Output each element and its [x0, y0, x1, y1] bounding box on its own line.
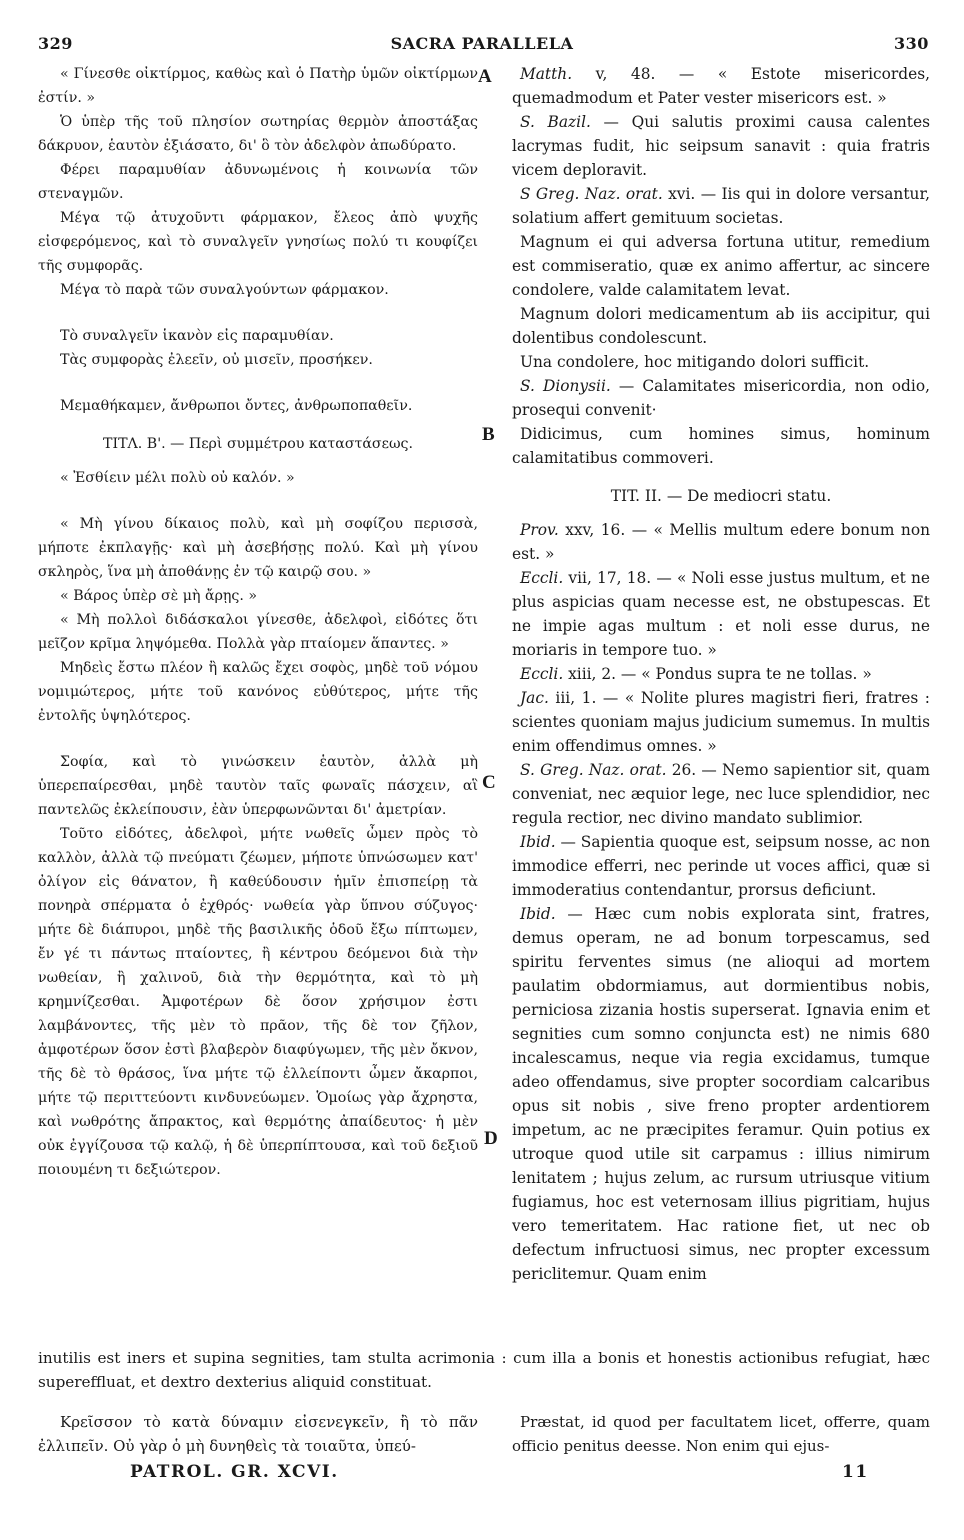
latin-paragraph [512, 830, 930, 902]
citation-source: Prov. [520, 521, 559, 539]
greek-paragraph: Μέγα τὸ παρὰ τῶν συναλγούντων φάρμακον. [60, 282, 389, 298]
page-number-left: 329 [38, 34, 73, 53]
citation-source: Ibid. [520, 833, 556, 851]
margin-marker-c: C [482, 772, 496, 793]
latin-paragraph: Didicimus, cum homines simus, hominum calamitatibus commoveri. [512, 425, 930, 467]
greek-paragraph: Μεμαθήκαμεν, ἄνθρωποι ὄντες, ἀνθρωποπαθεῖν. [60, 398, 413, 414]
citation-text: iii, 1. — « Nolite plures magistri fieri, fratres : scientes quoniam majus judicium sumemus. In multis enim offendimus omnes. » [512, 689, 930, 755]
greek-column [38, 62, 478, 1182]
citation-text: v, 48. — « Estote misericordes, quemadmodum et Pater vester misericors est. » [512, 65, 930, 107]
citation-text: — Sapientia quoque est, seipsum nosse, ac non immodice efferri, nec perinde ut voces affici, quæ si immoderatius contendantur, prorsus deficiunt. [512, 833, 930, 899]
greek-paragraph: « Μὴ πολλοὶ διδάσκαλοι γίνεσθε, ἀδελφοὶ, εἰδότες ὅτι μεῖζον κρῖμα ληψόμεθα. Πολλὰ γὰρ πταίομεν ἅπαντες. » [38, 612, 478, 652]
greek-paragraph: Ὁ ὑπὲρ τῆς τοῦ πλησίον σωτηρίας θερμὸν ἀποστάξας δάκρυον, ἑαυτὸν ἐξιάσατο, δι' ὃ τὸν ἀδελφὸν ἀπωδύρατο. [38, 114, 478, 154]
latin-paragraph [512, 182, 930, 230]
citation-text: — Calamitates misericordia, non odio, prosequi convenit· [512, 377, 930, 419]
latin-paragraph [512, 902, 930, 1286]
greek-paragraph: Μέγα τῷ ἀτυχοῦντι φάρμακον, ἔλεος ἀπὸ ψυχῆς εἰσφερόμενος, καὶ τὸ συναλγεῖν γνησίως πολύ τι κουφίζει τῆς συμφορᾶς. [38, 210, 478, 274]
latin-paragraph [512, 686, 930, 758]
latin-column [512, 62, 930, 1286]
latin-paragraph [512, 110, 930, 182]
citation-text: xvi. — Iis qui in dolore versantur, solatium affert gemituum societas. [512, 185, 930, 227]
citation-source: S. Greg. Naz. orat. [520, 761, 667, 779]
greek-paragraph: « Μὴ γίνου δίκαιος πολὺ, καὶ μὴ σοφίζου περισσὰ, μήποτε ἐκπλαγῇς· καὶ μὴ ἀσεβήσῃς πολύ. Καὶ μὴ γίνου σκληρὸς, ἵνα μὴ ἀποθάνῃς ἐν τῷ καιρῷ σου. » [38, 516, 478, 580]
citation-source: Jac. [520, 689, 549, 707]
greek-paragraph: « Γίνεσθε οἰκτίρμος, καθὼς καὶ ὁ Πατὴρ ὑμῶν οἰκτίρμων ἐστίν. » [38, 66, 478, 106]
bottom-latin-text: Præstat, id quod per facultatem licet, offerre, quam officio penitus deesse. Non enim qui ejus- [512, 1413, 930, 1455]
margin-marker-d: D [484, 1128, 498, 1149]
bottom-greek-text: Κρεῖσσον τὸ κατὰ δύναμιν εἰσενεγκεῖν, ἢ τὸ πᾶν ἐλλιπεῖν. Οὐ γὰρ ὁ μὴ δυνηθεὶς τὰ τοιαῦτα, ὑπεύ- [38, 1413, 478, 1455]
latin-paragraph [512, 374, 930, 422]
footer-signature-number: 11 [842, 1462, 869, 1482]
latin-paragraph [512, 62, 930, 110]
greek-paragraph: Τὸ συναλγεῖν ἱκανὸν εἰς παραμυθίαν. [60, 328, 334, 344]
latin-paragraph [512, 758, 930, 830]
greek-paragraph: Τοῦτο εἰδότες, ἀδελφοὶ, μήτε νωθεῖς ὦμεν πρὸς τὸ καλλὸν, ἀλλὰ τῷ πνεύματι ζέωμεν, μήποτε ὑπνώσωμεν κατ' ὀλίγον εἰς θάνατον, ἢ καθεύδουσιν ἡμῖν ἐπισπείρῃ τὰ πονηρὰ σπέρματα ὁ ἐχθρός· νωθεία γὰρ ὕπνου σύζυγος· μήτε δὲ διάπυροι, μηδὲ τῆς βασιλικῆς ὁδοῦ ἔξω πίπτωμεν, ἔν γέ τι πάντως πταίοντες, ἢ κέντρου δεόμενοι διὰ τὴν νωθείαν, ἢ χαλινοῦ, διὰ τὴν θερμότητα, καὶ τὸ μὴ κρημνίζεσθαι. Ἀμφοτέρων δὲ ὅσον χρήσιμον ἐστι λαμβάνοντες, τῆς μὲν τὸ πρᾶον, τῆς δὲ τον ζῆλον, ἀμφοτέρων ὅσον ἐστὶ βλαβερὸν διαφύγωμεν, τῆς μὲν ὄκνον, τῆς δὲ τὸ θράσος, ἵνα μήτε τῷ ἐλλείποντι ὦμεν ἄκαρποι, μήτε τῷ περιττεύοντι κινδυνεύωμεν. Ὁμοίως γὰρ ἄχρηστα, καὶ νωθρότης ἄπρακτος, καὶ θερμότης ἀπαίδευτος· ἡ μὲν οὐκ ἐγγίζουσα τῷ καλῷ, ἡ δὲ ὑπερπίπτουσα, καὶ τοῦ δεξιοῦ ποιουμένη τι δεξιώτερον. [38, 826, 478, 1178]
latin-paragraph: Una condolere, hoc mitigando dolori sufficit. [520, 353, 870, 371]
greek-section-title: ΤΙΤΛ. Β'. — Περὶ συμμέτρου καταστάσεως. [103, 436, 413, 452]
latin-paragraph [512, 566, 930, 662]
page-number-right: 330 [894, 34, 929, 53]
citation-source: Eccli. [520, 665, 564, 683]
latin-paragraph [512, 662, 930, 686]
citation-text: vii, 17, 18. — « Noli esse justus multum, et ne plus aspicias quam necesse est, ne obstupescas. Et ne impie agas multum : et noli esse durus, ne moriaris in tempore tuo. » [512, 569, 930, 659]
greek-paragraph: Φέρει παραμυθίαν ἀδυνωμένοις ἡ κοινωνία τῶν στεναγμῶν. [38, 162, 478, 202]
latin-section-title: TIT. II. — De mediocri statu. [610, 487, 832, 505]
citation-text: 26. — Nemo sapientior sit, quam conveniat, nec æquior lege, nec luce splendidior, nec regula rectior, nec divino mandato sublimior. [512, 761, 930, 827]
running-title: SACRA PARALLELA [390, 34, 574, 53]
latin-paragraph: Magnum dolori medicamentum ab iis accipitur, qui dolentibus condolescunt. [512, 305, 930, 347]
footer-volume-label: PATROL. GR. XCVI. [130, 1462, 339, 1482]
latin-paragraph: Magnum ei qui adversa fortuna utitur, remedium est commiseratio, quæ ex animo affertur, ac sincere condolere, valde calamitatem levat. [512, 233, 930, 299]
citation-source: Eccli. [520, 569, 564, 587]
citation-source: S. Dionysii. [520, 377, 611, 395]
latin-paragraph [512, 518, 930, 566]
citation-text: xxv, 16. — « Mellis multum edere bonum non est. » [512, 521, 930, 563]
greek-paragraph: Μηδεὶς ἔστω πλέον ἢ καλῶς ἔχει σοφὸς, μηδὲ τοῦ νόμου νομιμώτερος, μήτε τοῦ κανόνος εὐθύτερος, μήτε τῆς ἐντολῆς ὑψηλότερος. [38, 660, 478, 724]
greek-paragraph: Τὰς συμφορὰς ἐλεεῖν, οὐ μισεῖν, προσήκεν. [60, 352, 373, 368]
greek-paragraph: « Ἐσθίειν μέλι πολὺ οὐ καλόν. » [60, 470, 295, 486]
citation-text: — Qui salutis proximi causa calentes lacrymas fudit, hic seipsum sanavit : quia fratris vicem deploravit. [512, 113, 930, 179]
greek-paragraph: Σοφία, καὶ τὸ γινώσκειν ἑαυτὸν, ἀλλὰ μὴ ὑπερεπαίρεσθαι, μηδὲ ταυτὸν ταῖς φωναῖς πάσχειν, αἳ παντελῶς ἐκλείπουσιν, ἐὰν ὑπερφωνῶνται δι' ἀμετρίαν. [38, 754, 478, 818]
fullwidth-latin-text: inutilis est iners et supina segnities, tam stulta acrimonia : cum illa a bonis et honestis actionibus refugiat, hæc supereffluat, et dextro dexterius aliquid constituat. [38, 1349, 930, 1391]
margin-marker-b: B [482, 424, 495, 445]
citation-text: xiii, 2. — « Pondus supra te ne tollas. » [563, 665, 872, 683]
citation-source: S. Bazil. [520, 113, 591, 131]
citation-source: Ibid. [520, 905, 556, 923]
citation-source: S Greg. Naz. orat. [520, 185, 663, 203]
margin-marker-a: A [478, 66, 492, 87]
citation-text: — Hæc cum nobis explorata sint, fratres, demus operam, ne ad bonum torpescamus, sed spiritu ferventes simus (ne alioqui ad mortem paulatim obdormiamus, aut dormientibus nobis, perniciosa zizania hostis superserat. Ignavia enim et segnities cum somno conjuncta est) ne nimis 680 incalescamus, neque via regia excidamus, tumque adeo offendamus, sive propter socordiam calcaribus opus sit nobis , sive freno propter ardentiorem impetum, ac ne præcipites feramur. Quin potius ex utroque quod utile sit carpamus : illius nimirum lenitatem ; hujus zelum, ac rursum utriusque vitium fugiamus, hoc est veternosam illius pigritiam, hujus vero temeritatem. Hac ratione fiet, ut nec ob defectum infructuosi simus, nec propter excessum periclitemur. Quam enim [512, 905, 930, 1283]
citation-source: Matth. [520, 65, 573, 83]
greek-paragraph: « Βάρος ὑπὲρ σὲ μὴ ἄρῃς. » [60, 588, 258, 604]
